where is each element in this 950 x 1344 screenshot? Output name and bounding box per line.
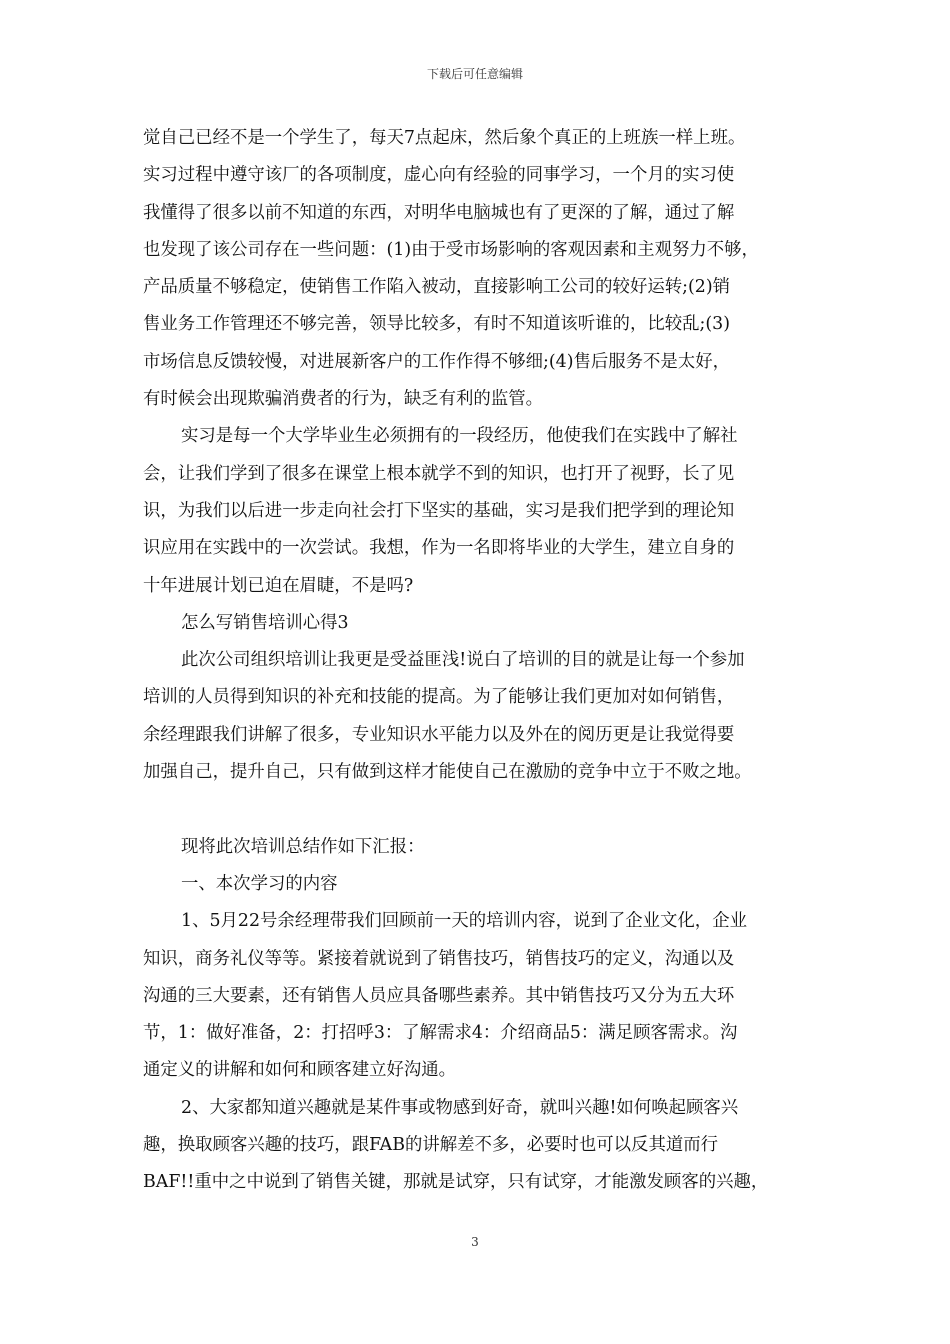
text-line: 趣，换取顾客兴趣的技巧，跟FAB的讲解差不多，必要时也可以反其道而行 [143,1135,719,1156]
document-body [143,120,823,1202]
blank-line [143,791,823,828]
text-line: 余经理跟我们讲解了很多，专业知识水平能力以及外在的阅历更是让我觉得要 [143,724,735,745]
text-line: 有时候会出现欺骗消费者的行为，缺乏有利的监管。 [143,389,543,410]
text-line: 培训的人员得到知识的补充和技能的提高。为了能够让我们更加对如何销售， [143,687,735,708]
paragraph-start-line: 2、大家都知道兴趣就是某件事或物感到好奇，就叫兴趣!如何唤起顾客兴 [181,1097,739,1118]
text-line: 我懂得了很多以前不知道的东西，对明华电脑城也有了更深的了解，通过了解 [143,202,735,223]
text-line: 通定义的讲解和如何和顾客建立好沟通。 [143,1060,457,1081]
paragraph-start-line: 1、5月22号余经理带我们回顾前一天的培训内容，说到了企业文化，企业 [181,911,747,932]
text-line: 也发现了该公司存在一些问题：(1)由于受市场影响的客观因素和主观努力不够， [143,239,759,260]
text-line: 知识，商务礼仪等等。紧接着就说到了销售技巧，销售技巧的定义，沟通以及 [143,948,735,969]
text-line: BAF!!重中之中说到了销售关键，那就是试穿，只有试穿，才能激发顾客的兴趣， [143,1172,769,1193]
text-line: 产品质量不够稳定，使销售工作陷入被动，直接影响工公司的较好运转;(2)销 [143,277,730,298]
text-line: 觉自己已经不是一个学生了，每天7点起床，然后象个真正的上班族一样上班。 [143,128,746,148]
subsection-heading: 一、本次学习的内容 [181,873,338,894]
text-line: 识应用在实践中的一次尝试。我想，作为一名即将毕业的大学生，建立自身的 [143,538,735,559]
text-line: 沟通的三大要素，还有销售人员应具备哪些素养。其中销售技巧又分为五大环 [143,985,735,1006]
text-line: 加强自己，提升自己，只有做到这样才能使自己在激励的竞争中立于不败之地。 [143,762,752,783]
text-line: 节，1：做好准备，2：打招呼3：了解需求4：介绍商品5：满足顾客需求。沟 [143,1023,738,1044]
text-line: 十年进展计划已迫在眉睫，不是吗? [143,575,414,596]
text-line: 识，为我们以后进一步走向社会打下坚实的基础，实习是我们把学到的理论知 [143,500,735,521]
section-heading: 怎么写销售培训心得3 [181,612,349,633]
paragraph-start-line: 实习是每一个大学毕业生必须拥有的一段经历，他使我们在实践中了解社 [181,426,738,447]
page-header: 下载后可任意编辑 [426,67,523,81]
text-line: 市场信息反馈较慢，对进展新客户的工作作得不够细;(4)售后服务不是太好， [143,351,730,372]
page-number: 3 [471,1235,479,1249]
paragraph-start-line: 此次公司组织培训让我更是受益匪浅!说白了培训的目的就是让每一个参加 [181,650,745,671]
text-line: 实习过程中遵守该厂的各项制度，虚心向有经验的同事学习，一个月的实习使 [143,165,735,186]
paragraph-start-line: 现将此次培训总结作如下汇报： [181,836,425,857]
text-line: 售业务工作管理还不够完善，领导比较多，有时不知道该听谁的，比较乱;(3) [143,314,730,335]
text-line: 会，让我们学到了很多在课堂上根本就学不到的知识，也打开了视野，长了见 [143,463,735,484]
